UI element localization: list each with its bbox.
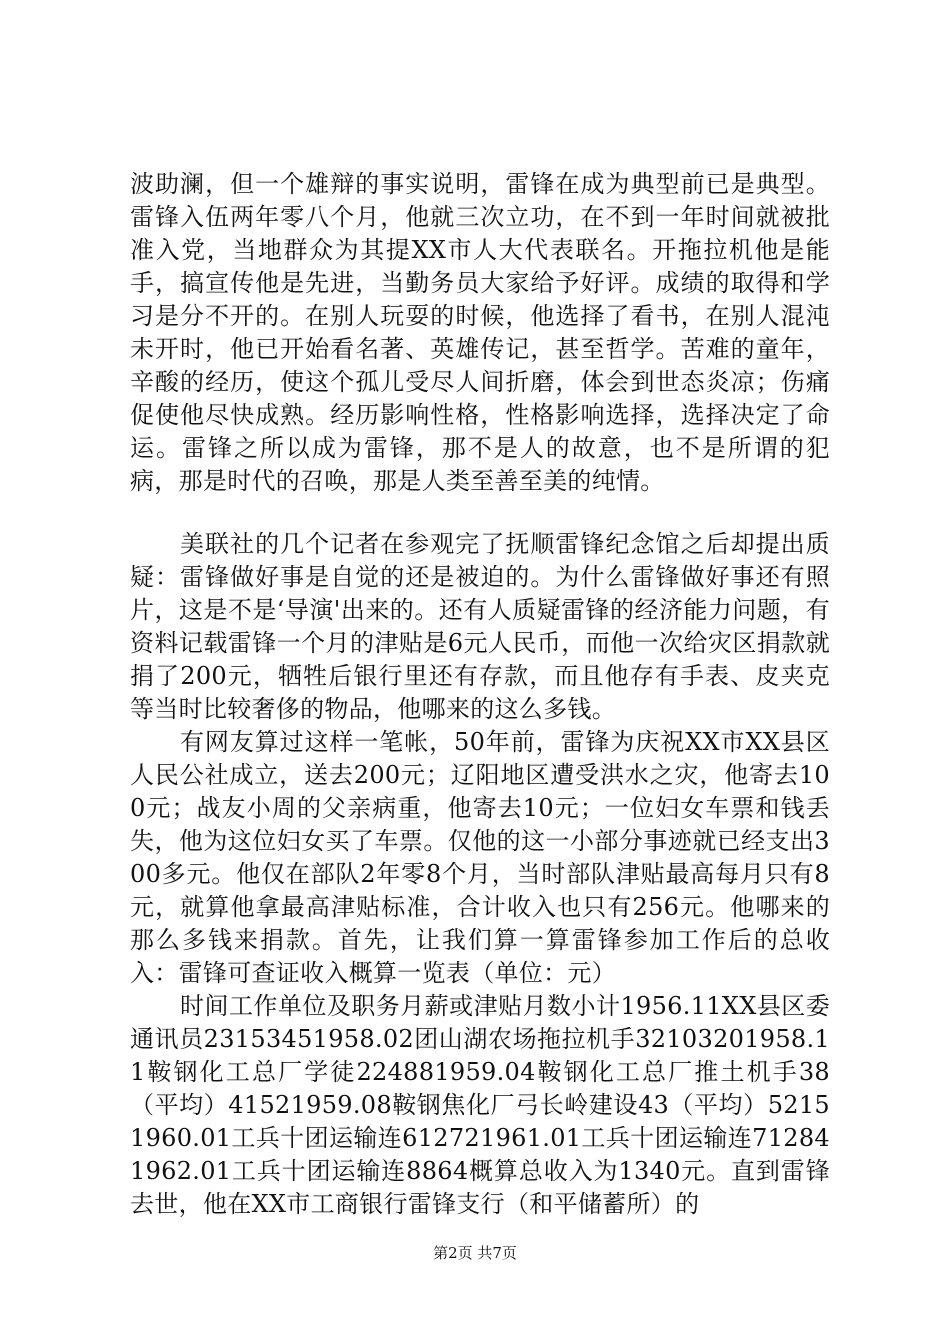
paragraph: 美联社的几个记者在参观完了抚顺雷锋纪念馆之后却提出质疑：雷锋做好事是自觉的还是被迫的。为什么雷锋做好事还有照片，这是不是‘导演'出来的。还有人质疑雷锋的经济能力问题，有资料记载雷锋一个月的津贴是6元人民币，而他一次给灾区捐款就捐了200元，牺牲后银行里还有存款，而且他存有手表、皮夹克等当时比较奢侈的物品，他哪来的这么多钱。 <box>130 530 830 723</box>
page-number: 第2页 共7页 <box>433 1244 517 1262</box>
paragraph: 有网友算过这样一笔帐，50年前，雷锋为庆祝XX市XX县区人民公社成立，送去200元；辽阳地区遭受洪水之灾，他寄去100元；战友小周的父亲病重，他寄去10元；一位妇女车票和钱丢失，他为这位妇女买了车票。仅他的这一小部分事迹就已经支出300多元。他仅在部队2年零8个月，当时部队津贴最高每月只有8元，就算他拿最高津贴标准，合计收入也只有256元。他哪来的那么多钱来捐款。首先，让我们算一算雷锋参加工作后的总收入：雷锋可查证收入概算一览表（单位：元） <box>130 728 830 987</box>
body-text <box>130 168 830 1221</box>
page-footer <box>0 1243 950 1263</box>
paragraph: 波助澜，但一个雄辩的事实说明，雷锋在成为典型前已是典型。雷锋入伍两年零八个月，他就三次立功，在不到一年时间就被批准入党，当地群众为其提XX市人大代表联名。开拖拉机他是能手，搞宣传他是先进，当勤务员大家给予好评。成绩的取得和学习是分不开的。在别人玩耍的时候，他选择了看书，在别人混沌未开时，他已开始看名著、英雄传记，甚至哲学。苦难的童年，辛酸的经历，使这个孤儿受尽人间折磨，体会到世态炎凉；伤痛促使他尽快成熟。经历影响性格，性格影响选择，选择决定了命运。雷锋之所以成为雷锋，那不是人的故意，也不是所谓的犯病，那是时代的召唤，那是人类至善至美的纯情。 <box>130 170 830 495</box>
paragraph: 时间工作单位及职务月薪或津贴月数小计1956.11XX县区委通讯员23153451958.02团山湖农场拖拉机手32103201958.11鞍钢化工总厂学徒224881959.04鞍钢化工总厂推土机手38（平均）41521959.08鞍钢焦化厂弓长岭建设43（平均）52151960.01工兵十团运输连612721961.01工兵十团运输连712841962.01工兵十团运输连8864概算总收入为1340元。直到雷锋去世，他在XX市工商银行雷锋支行（和平储蓄所）的 <box>130 992 830 1218</box>
